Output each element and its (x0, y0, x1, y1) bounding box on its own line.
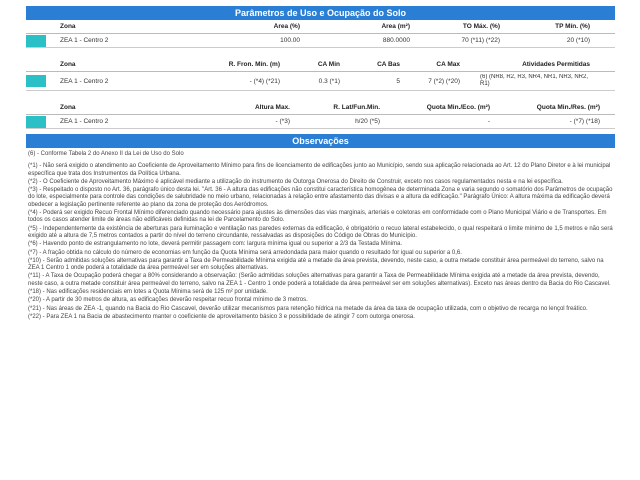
obs-note-20: (*20) - A partir de 30 metros de altura, as edificações deverão respeitar recuo frontal mínimo de 3 metros. (28, 297, 308, 304)
cell-altura-max: - (*3) (275, 118, 290, 125)
header-quota-res: Quota Min./Res. (m²) (536, 104, 600, 111)
table-header (26, 20, 615, 34)
cell-quota-res: - (*7) (*18) (569, 118, 600, 125)
table-row (26, 72, 615, 91)
zone-color-swatch (26, 35, 46, 47)
obs-note-18: (*18) - Nas edificações residenciais em lotes a Quota Mínima será de 125 m² por unidade. (28, 289, 268, 296)
table-coefficients (26, 58, 615, 91)
obs-note-2: (*2) - O Coeficiente de Aproveitamento Máximo é aplicável mediante a utilização do instrumento de Outorga Onerosa do Direito de Construir, exceto nos casos regulamentados nesta e na lei específica. (28, 178, 563, 185)
zone-color-swatch (26, 116, 46, 128)
header-ca-bas: CA Bas (377, 61, 400, 68)
header-ca-max: CA Max (436, 61, 460, 68)
header-quota-eco: Quota Min./Eco. (m²) (426, 104, 490, 111)
header-area-m2: Área (m²) (381, 23, 410, 30)
header-atividades: Atividades Permitidas (522, 61, 590, 68)
header-zona: Zona (60, 61, 76, 68)
obs-note-11: (*11) - A Taxa de Ocupação poderá chegar a 80% considerando a observação: (Serão admitidas soluções alternativas para garantir a Taxa de Permeabilidade Mínima exigida até a metade da área prevista, devendo, neste caso, a outra metade constituir área permeável do terreno, salvo na ZEA 1 - Centro 1 onde poderá a totalidade da área permeável ser em soluções alternativas). Exceto nas áreas dentro da Bacia do Rio Cascavel. (28, 273, 611, 287)
observacoes-title-bar: Observações (26, 134, 615, 148)
obs-note-6b: (*6) - Havendo ponto de estrangulamento no lote, deverá permitir passagem com: largura mínima igual ou superior a 2/3 da Testada Mínima. (28, 241, 403, 248)
cell-area-pct: 100.00 (280, 37, 300, 44)
header-tp-min: TP Mín. (%) (555, 23, 590, 30)
obs-note-5: (*5) - Independentemente da existência de aberturas para iluminação e ventilação nas paredes externas da edificação, é obrigatório o recuo lateral estabelecido, o qual respeitará o limite mínimo de 1,5 metros e não será exigido até a altura de 7,5 metros contados a partir do nível do terreno circundante, ressalvadas as disposições do Código de Obras do Município. (28, 225, 613, 239)
obs-note-6: (6) - Conforme Tabela 2 do Anexo II da Lei de Uso do Solo (28, 151, 184, 157)
table-header (26, 58, 615, 72)
table-header (26, 101, 615, 115)
header-recuo-lateral: R. Lat/Fun.Min. (333, 104, 380, 111)
obs-note-1: (*1) - Não será exigido o atendimento ao Coeficiente de Aproveitamento Mínimo para fins de licenciamento de edificações junto ao Município, sendo sua aplicação relacionada ao Art. 12 do Plano Diretor e à lei municipal específica que trata dos Instrumentos da Política Urbana. (28, 163, 611, 177)
obs-note-10: (*10) - Serão admitidas soluções alternativas para garantir a Taxa de Permeabilidade Mínima exigida até a metade da área prevista, devendo, neste caso, a outra metade constituir área permeável do terreno, salvo na ZEA 1 Centro 1 onde poderá a totalidade da área permeável ser em soluções alternativas. (28, 257, 604, 272)
observacoes-list (26, 148, 615, 321)
obs-note-22: (*22) - Para ZEA 1 na Bacia de abastecimento manter o coeficiente de aproveitamento básico 3 e possibilidade de atingir 7 com outorga onerosa. (28, 313, 415, 320)
obs-note-7: (*7) - A fração obtida no cálculo do número de economias em função da Quota Mínima será arredondada para maior quando o resultado for igual ou superior a 0,6. (28, 249, 462, 256)
table-row (26, 34, 615, 48)
cell-tp-min: 20 (*10) (566, 37, 590, 44)
zoning-report (26, 6, 615, 322)
header-recuo-frontal: R. Fron. Mín. (m) (228, 61, 280, 68)
cell-atividades: (6) (NR8, R2, R3, NR4, NR1, NR3, NR2, R1) (480, 74, 589, 87)
table-area (26, 20, 615, 48)
cell-area-m2: 880.0000 (382, 37, 410, 44)
header-zona: Zona (60, 23, 76, 30)
header-ca-min: CA Min (317, 61, 340, 68)
obs-note-3: (*3) - Respeitado o disposto no Art. 36, parágrafo único desta lei. "Art. 36 - A altura das edificações não constitui característica homogênea de determinada Zona e varia segundo o somatório dos Parâmetros de ocupação do lote, especialmente para controle das condições de salubridade no meio urbano, relacionadas à relação entre afastamento das divisas e a altura da edificação." Parágrafo Único: A altura máxima da edificação deverá obedecer a legislação pertinente referente ao plano da zona de proteção dos Aeródromos. (28, 187, 613, 208)
obs-note-21: (*21) - Nas áreas de ZEA -1, quando na Bacia do Rio Cascavel, deverão utilizar mecanismos para retenção hídrica na metade da área da taxa de ocupação utilizada, com o objetivo de recarga no lençol freático. (28, 305, 588, 312)
cell-zona: ZEA 1 - Centro 2 (60, 118, 109, 125)
cell-quota-eco: - (487, 118, 490, 125)
cell-zona: ZEA 1 - Centro 2 (60, 77, 109, 85)
zone-color-swatch (26, 75, 46, 87)
cell-to-max: 70 (*11) (*22) (461, 37, 500, 44)
section-title-bar: Parâmetros de Uso e Ocupação do Solo (26, 6, 615, 20)
cell-ca-min: 0.3 (*1) (318, 77, 340, 85)
cell-ca-max: 7 (*2) (*20) (428, 77, 460, 85)
cell-zona: ZEA 1 - Centro 2 (60, 37, 109, 44)
header-area-pct: Área (%) (273, 23, 300, 30)
table-row (26, 115, 615, 129)
header-to-max: TO Máx. (%) (462, 23, 500, 30)
cell-recuo-lateral: h/20 (*5) (355, 118, 380, 125)
header-altura-max: Altura Max. (254, 104, 290, 111)
header-zona: Zona (60, 104, 76, 111)
cell-ca-bas: 5 (396, 77, 400, 85)
obs-note-4: (*4) - Poderá ser exigido Recuo Frontal Mínimo diferenciado quando necessário para ajustes às dimensões das vias marginais, arteriais e coletoras em conformidade com o Plano Municipal Viário e de Transportes. Em todos os casos atender limite de áreas não edificáveis definidas na lei de Parcelamento do Solo. (28, 210, 607, 224)
table-heights (26, 101, 615, 129)
cell-recuo-frontal: - (*4) (*21) (249, 77, 280, 85)
